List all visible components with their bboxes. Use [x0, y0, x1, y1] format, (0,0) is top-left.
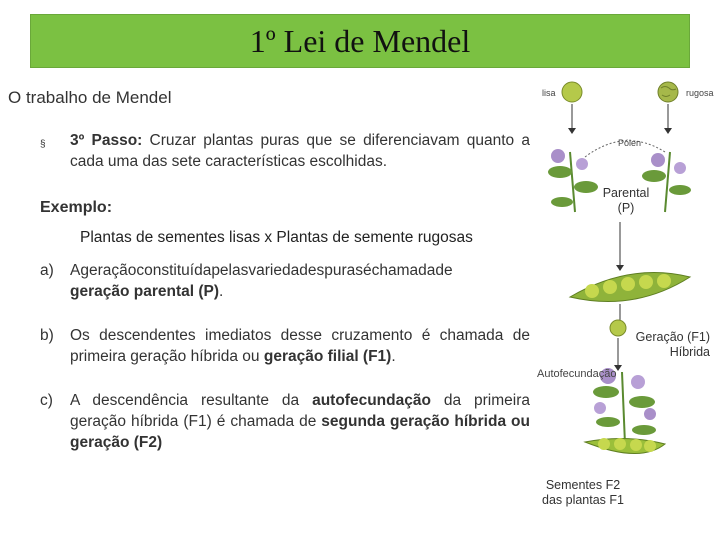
- cross-description: Plantas de sementes lisas x Plantas de semente rugosas: [80, 229, 473, 246]
- smooth-seed-icon: [562, 82, 582, 102]
- mendel-cross-illustration: [530, 72, 720, 532]
- item-bold-2: segunda geração híbrida ou geração (F2): [70, 413, 530, 451]
- parental-plant-left: [548, 149, 598, 212]
- wrinkled-seed-icon: [658, 82, 678, 102]
- item-text: Ageraçãoconstituídapelasvariedadespuraséchamadade: [70, 262, 453, 279]
- title-banner: [30, 14, 690, 68]
- item-end: .: [219, 283, 224, 300]
- bullet-body: Cruzar plantas puras que se diferenciavam quanto a cada uma das sete características escolhidas.: [70, 132, 530, 170]
- item-body: [70, 325, 530, 367]
- item-letter: b): [40, 327, 54, 344]
- label-parental: Parental (P): [602, 186, 650, 215]
- label-geracao-f1: Geração (F1) Híbrida: [635, 330, 710, 359]
- bullet-text: [70, 130, 530, 172]
- example-label: Exemplo:: [40, 199, 113, 216]
- item-text: A descendência resultante da: [70, 392, 313, 409]
- page-title: 1º Lei de Mendel: [249, 22, 471, 59]
- hybrid-seed-icon: [610, 320, 626, 336]
- item-bold: geração parental (P): [70, 283, 220, 300]
- bullet-marker: §: [40, 139, 46, 150]
- item-bold: geração filial (F1): [263, 348, 392, 365]
- bullet-item: [40, 130, 530, 172]
- item-bold: autofecundação: [312, 392, 431, 409]
- item-body: [70, 390, 530, 453]
- label-sementes-f2: Sementes F2 das plantas F1: [542, 478, 624, 507]
- arrow-head-icon: [664, 128, 672, 134]
- list-item-c: [40, 390, 530, 453]
- item-letter: c): [40, 392, 53, 409]
- item-text: Os descendentes imediatos desse cruzamento é chamada de primeira geração híbrida ou: [70, 327, 530, 365]
- label-rugosa: rugosa: [686, 88, 714, 98]
- label-lisa: lisa: [542, 88, 556, 98]
- list-item-b: [40, 325, 530, 367]
- pea-pod-f1: [570, 273, 690, 302]
- item-body: [70, 260, 530, 302]
- arrow-head-icon: [568, 128, 576, 134]
- label-polen: Pólen: [618, 138, 642, 148]
- item-letter: a): [40, 262, 54, 279]
- list-item-a: [40, 260, 530, 302]
- arrow-head-icon: [616, 265, 624, 271]
- section-subtitle: O trabalho de Mendel: [8, 88, 172, 107]
- item-text-mid: da primeira geração híbrida (F1) é chamada de: [70, 392, 530, 430]
- pea-pod-f2: [585, 438, 665, 454]
- item-end: .: [391, 348, 396, 365]
- label-autofecundacao: Autofecundação: [537, 368, 617, 380]
- bullet-lead: 3º Passo:: [70, 132, 143, 149]
